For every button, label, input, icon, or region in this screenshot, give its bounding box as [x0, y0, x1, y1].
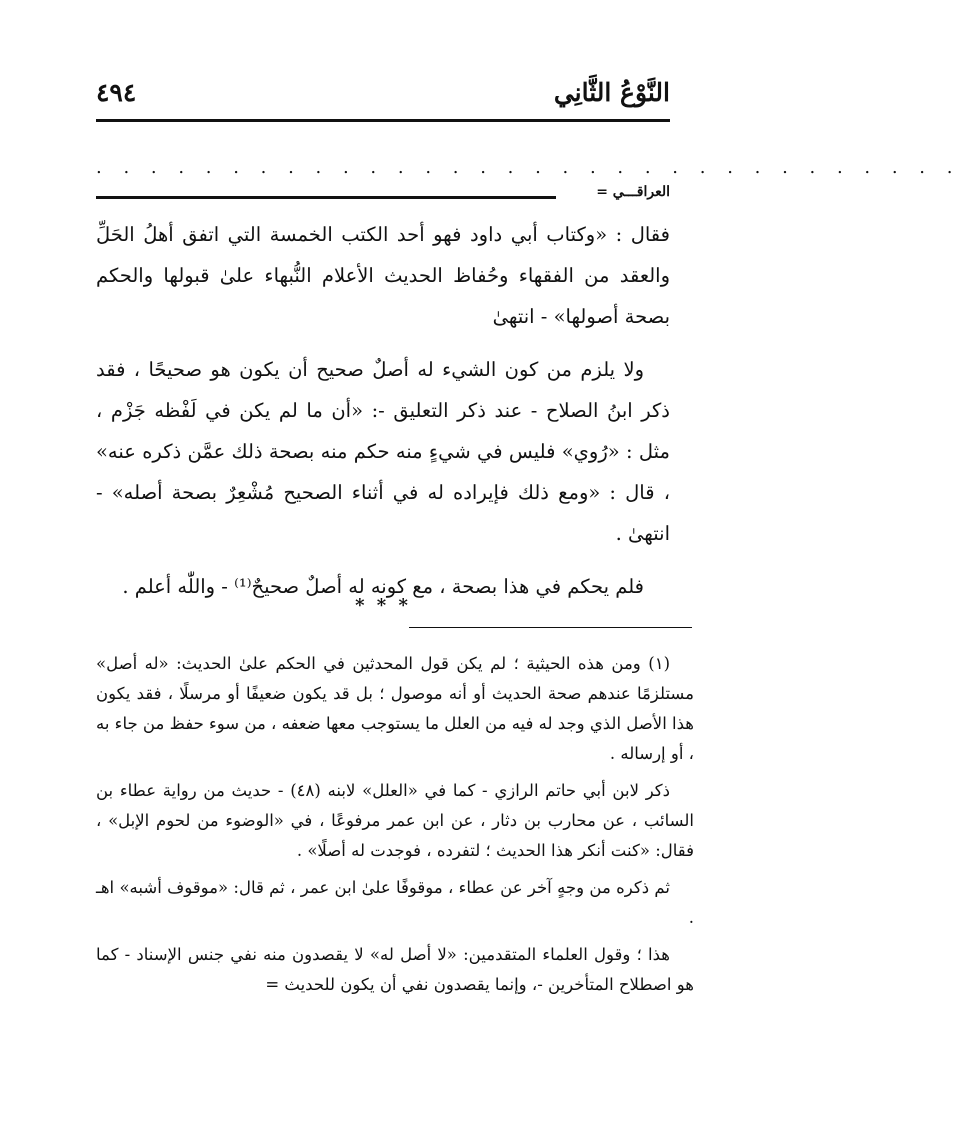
source-rule — [96, 196, 556, 199]
page-header — [96, 78, 670, 118]
chapter-title: النَّوْعُ الثَّانِي — [553, 78, 670, 107]
footnote-paragraph: ذكر لابن أبي حاتم الرازي - كما في «العلل» لابنه (٤٨) - حديث من رواية عطاء بن السائب ، عن محارب بن دثار ، عن ابن عمر مرفوعًا ، في «الوضوء من لحوم الإبل» ، فقال: «كنت أنكر هذا الحديث ؛ لتفرده ، فوجدت له أصلًا» . — [96, 781, 694, 860]
main-paragraph: فقال : «وكتاب أبي داود فهو أحد الكتب الخمسة التي اتفق أهلُ الحَلِّ والعقد من الفقهاء وحُفاظ الحديث الأعلام النُّبهاء علىٰ قبولها والحكم بصحة أصولها» - انتهىٰ — [96, 223, 670, 328]
footnote-rule — [409, 627, 692, 628]
header-rule — [96, 119, 670, 122]
main-text — [96, 214, 670, 607]
footnote-paragraph: هذا ؛ وقول العلماء المتقدمين: «لا أصل له» لا يقصدون منه نفي جنس الإسناد - كما هو اصطلاح المتأخرين -، وإنما يقصدون نفي أن يكون للحديث = — [96, 945, 694, 994]
source-label: العراقـــي = — [596, 184, 670, 200]
footnote-paragraph: (١) ومن هذه الحيثية ؛ لم يكن قول المحدثين في الحكم علىٰ الحديث: «له أصل» مستلزمًا عندهم صحة الحديث أو أنه موصول ؛ بل قد يكون ضعيفًا أو مرسلًا ، فقد يكون هذا الأصل الذي وجد له فيه من العلل ما يستوجب معها ضعفه ، من سوء حفظ من جاء به ، أو إرساله . — [96, 654, 694, 763]
footnote-paragraph: ثم ذكره من وجهٍ آخر عن عطاء ، موقوفًا علىٰ ابن عمر ، ثم قال: «موقوف أشبه» اهـ . — [96, 878, 694, 927]
footnotes — [96, 649, 694, 1000]
main-paragraph: ولا يلزم من كون الشيء له أصلٌ صحيح أن يكون هو صحيحًا ، فقد ذكر ابنُ الصلاح - عند ذكر التعليق -: «أن ما لم يكن في لَفْظه جَزْم ، مثل : «رُوي» فليس في شيءٍ منه حكم منه بصحة ذلك عمَّن ذكره عنه» ، قال : «ومع ذلك فإيراده له في أثناء الصحيح مُشْعِرٌ بصحة أصله» - انتهىٰ . — [96, 358, 670, 545]
section-stars: * * * — [355, 595, 411, 616]
source-row — [96, 184, 670, 210]
dotted-separator: . . . . . . . . . . . . . . . . . . . . . . . . . . . . . . . . — [96, 157, 960, 178]
page-number: ٤٩٤ — [96, 78, 137, 107]
main-paragraph: فلم يحكم في هذا بصحة ، مع كونه له أصلٌ صحيحٌ⁽¹⁾ - واللّٰه أعلم . — [122, 575, 644, 598]
